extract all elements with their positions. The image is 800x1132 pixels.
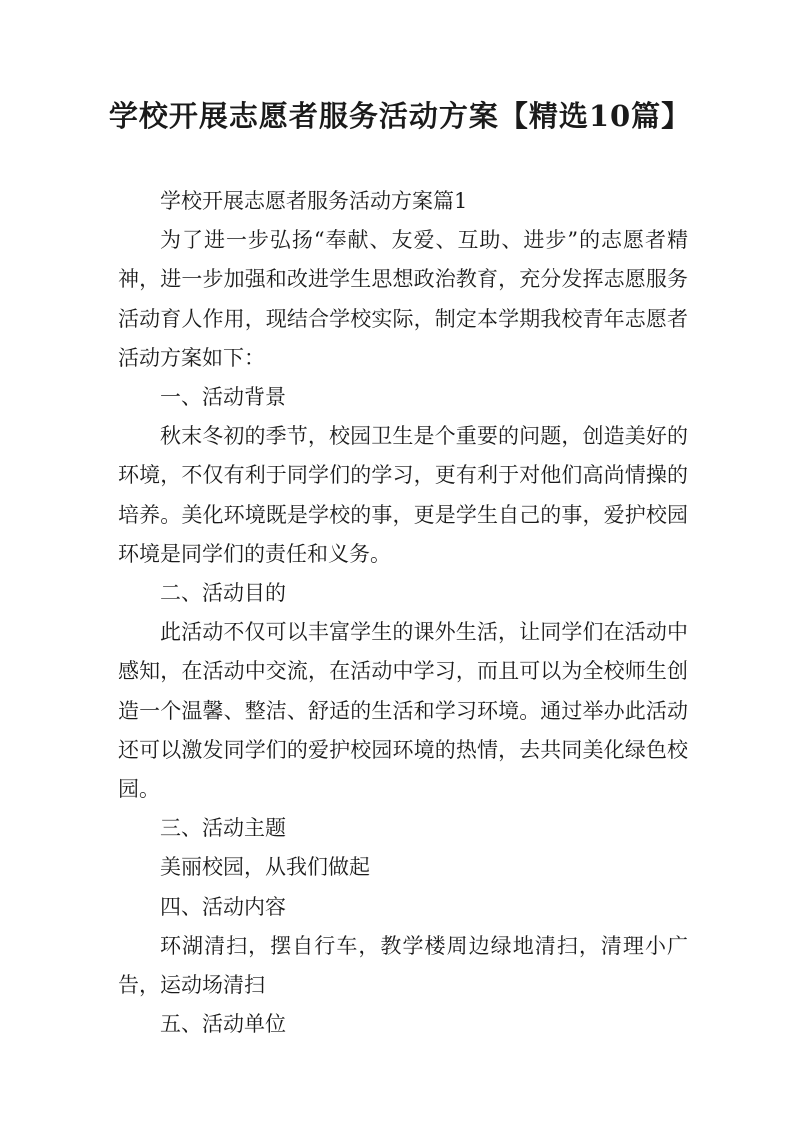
heading-purpose: 二、活动目的 — [160, 581, 286, 606]
heading-theme: 三、活动主题 — [160, 816, 286, 841]
document-title: 学校开展志愿者服务活动方案【精选10篇】 — [108, 99, 692, 133]
heading-unit: 五、活动单位 — [160, 1012, 286, 1037]
paragraph-intro: 为了进一步弘扬“奉献、友爱、互助、进步”的志愿者精神，进一步加强和改进学生思想政治教育，充分发挥志愿服务活动育人作用，现结合学校实际，制定本学期我校青年志愿者活动方案如下： — [118, 228, 688, 370]
document-body — [118, 182, 688, 1044]
section-heading: 学校开展志愿者服务活动方案篇1 — [160, 189, 468, 213]
paragraph-theme: 美丽校园，从我们做起 — [160, 855, 370, 880]
paragraph-background: 秋末冬初的季节，校园卫生是个重要的问题，创造美好的环境，不仅有利于同学们的学习，更有利于对他们高尚情操的培养。美化环境既是学校的事，更是学生自己的事，爱护校园环境是同学们的责任和义务。 — [118, 424, 688, 566]
heading-content: 四、活动内容 — [160, 894, 286, 919]
paragraph-content: 环湖清扫，摆自行车，教学楼周边绿地清扫，清理小广告，运动场清扫 — [118, 933, 688, 998]
heading-background: 一、活动背景 — [160, 385, 286, 410]
paragraph-purpose: 此活动不仅可以丰富学生的课外生活，让同学们在活动中感知，在活动中交流，在活动中学习，而且可以为全校师生创造一个温馨、整洁、舒适的生活和学习环境。通过举办此活动还可以激发同学们的爱护校园环境的热情，去共同美化绿色校园。 — [118, 620, 688, 802]
